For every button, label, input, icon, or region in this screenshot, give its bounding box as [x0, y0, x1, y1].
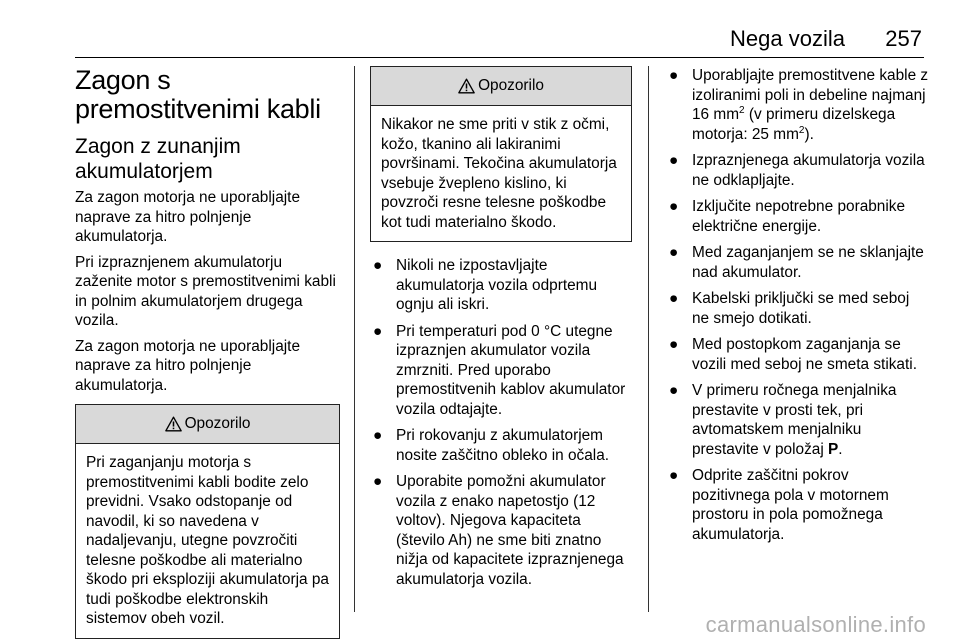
- column-middle: [370, 66, 632, 596]
- bullet-icon: ●: [669, 198, 679, 215]
- list-item: ● Med zaganjanjem se ne sklanjajte nad akumulator.: [669, 244, 924, 281]
- heading-main: Zagon s premostitvenimi kabli: [75, 65, 321, 124]
- list-item: ● Uporabljajte premostitvene kable z izoliranimi poli in debeline najmanj 16 $mm^2$ (v primeru dizelskega motorja: 25 $mm^2$).: [669, 67, 929, 143]
- bullet-icon: ●: [669, 290, 679, 307]
- section-title: Nega vozila: [730, 26, 845, 51]
- column-right: [666, 66, 930, 551]
- warning-triangle-icon: [458, 78, 475, 94]
- list-item: ● V primeru ročnega menjalnika prestavite v prosti tek, pri avtomatskem menjalniku prestavite v položaj P.: [669, 382, 897, 458]
- list-item: ● Odprite zaščitni pokrov pozitivnega pola v motornem prostoru in pola pomožnega akumulatorja.: [669, 467, 889, 543]
- paragraph: Za zagon motorja ne uporabljajte naprave za hitro polnjenje akumulatorja.: [75, 337, 301, 394]
- warning-title: Opozorilo: [478, 77, 544, 94]
- bullet-icon: ●: [373, 257, 383, 274]
- list-item: ● Izključite nepotrebne porabnike električne energije.: [669, 198, 906, 235]
- bullet-icon: ●: [669, 152, 679, 169]
- list-item: ● Izpraznjenega akumulatorja vozila ne odklapljajte.: [669, 152, 925, 189]
- list-item: ● Uporabite pomožni akumulator vozila z enako napetostjo (12 voltov). Njegova kapaciteta (število Ah) ne sme biti znatno nižja od kapacitete izpraznjenega akumulatorja vozila.: [373, 473, 624, 588]
- warning-header: [76, 405, 339, 444]
- list-item: ● Pri rokovanju z akumulatorjem nosite zaščitno obleko in očala.: [373, 427, 610, 464]
- bullet-icon: ●: [669, 467, 679, 484]
- list-item: ● Kabelski priključki se med seboj ne smejo dotikati.: [669, 290, 910, 327]
- column-divider: [648, 66, 649, 612]
- warning-title: Opozorilo: [184, 415, 251, 432]
- column-left: [75, 66, 340, 639]
- page-header: [0, 26, 960, 56]
- warning-header: [371, 67, 631, 106]
- bullet-icon: ●: [373, 427, 383, 444]
- column-divider: [354, 66, 355, 612]
- bullet-icon: ●: [373, 473, 383, 490]
- warning-text: Nikakor ne sme priti v stik z očmi, kožo, tkanino ali lakiranimi površinami. Tekočina akumulatorja vsebuje žvepleno kislino, ki povzroči resne telesne poškodbe kot tudi materialno škodo.: [381, 116, 617, 231]
- heading-sub: Zagon z zunanjim akumulatorjem: [75, 135, 241, 183]
- header-rule: [75, 57, 924, 58]
- watermark: carmanualsonline.info: [705, 612, 926, 637]
- warning-box: [75, 404, 340, 639]
- bullet-list: [370, 256, 632, 589]
- warning-text: Pri zaganjanju motorja s premostitvenimi kabli bodite zelo previdni. Vsako odstopanje od navodil, ki so navedena v nadaljevanju, utegne povzročiti telesne poškodbe ali materialno škodo pri eksploziji akumulatorja pa tudi poškodbe elektronskih sistemov obeh vozil.: [86, 454, 329, 627]
- list-item: ● Nikoli ne izpostavljajte akumulatorja vozila odprtemu ognju ali iskri.: [373, 257, 598, 313]
- paragraph: Za zagon motorja ne uporabljajte naprave za hitro polnjenje akumulatorja.: [75, 189, 301, 245]
- bullet-icon: ●: [373, 322, 383, 340]
- bullet-icon: ●: [669, 244, 679, 261]
- list-item: ● Pri temperaturi pod 0 °C utegne izpraznjen akumulator vozila zmrzniti. Pred uporabo premostitvenih kablov akumulator vozila odtajajte.: [373, 322, 626, 418]
- bullet-icon: ●: [669, 336, 679, 353]
- page-number: 257: [885, 26, 922, 51]
- warning-triangle-icon: [165, 416, 182, 432]
- bullet-icon: ●: [669, 382, 679, 399]
- list-item: ● Med postopkom zaganjanja se vozili med seboj ne smeta stikati.: [669, 336, 917, 373]
- warning-box: [370, 66, 632, 242]
- bullet-list: [666, 66, 930, 544]
- bullet-icon: ●: [669, 67, 679, 84]
- paragraph: Pri izpraznjenem akumulatorju zaženite motor s premostitvenimi kabli in polnim akumulatorjem drugega vozila.: [75, 253, 336, 329]
